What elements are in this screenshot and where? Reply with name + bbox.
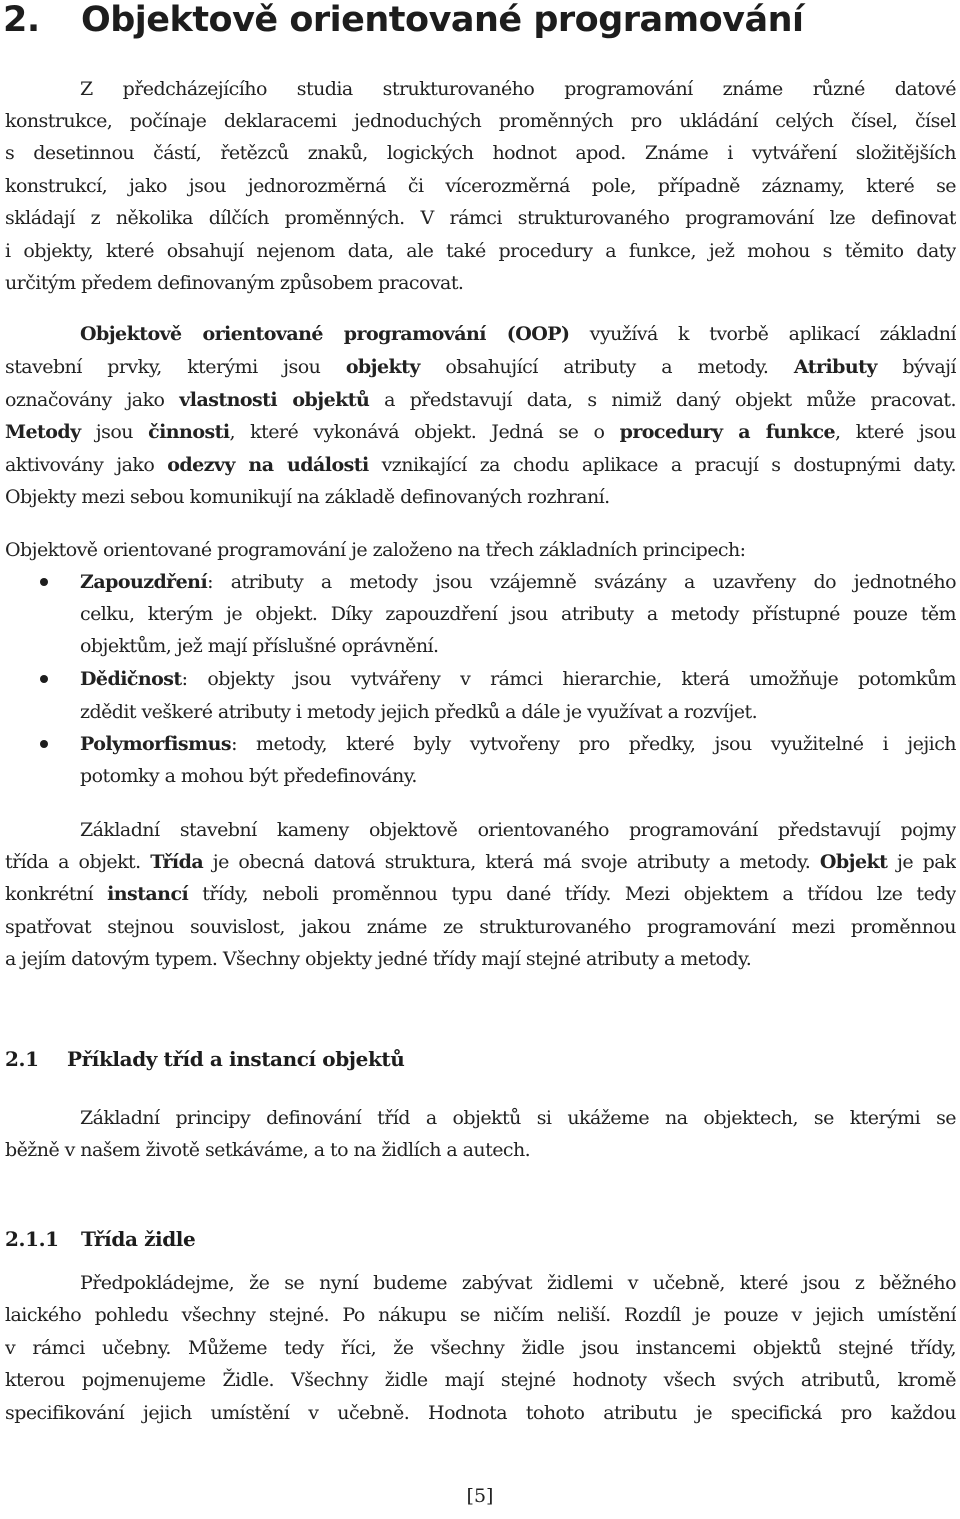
- text-span: aktivovány jako: [5, 454, 168, 476]
- term-atributy: Atributy: [793, 356, 877, 378]
- text-span: označovány jako: [5, 389, 180, 411]
- page-number: [5]: [466, 1485, 494, 1507]
- text-line: potomky a mohou být předefinovány.: [80, 765, 417, 787]
- text-line: konstrukce, počínaje deklaracemi jednoduchých proměnných pro ukládání celých čísel, čísel: [5, 110, 956, 132]
- text-line: i objekty, které obsahují nejenom data, ale také procedury a funkce, jež mohou s těmito daty: [5, 240, 956, 262]
- term-vlastnosti: vlastnosti objektů: [179, 389, 370, 411]
- text-span: třída a objekt.: [5, 851, 151, 873]
- text-line: skládají z několika dílčích proměnných. V rámci strukturovaného programování lze definovat: [5, 207, 956, 229]
- bullet-marker: [40, 675, 48, 683]
- text-span: využívá k tvorbě aplikací základní: [569, 323, 956, 345]
- text-line: Základní stavební kameny objektově orientovaného programování představují pojmy: [80, 819, 956, 841]
- text-line: celku, kterým je objekt. Díky zapouzdření jsou atributy a metody přístupné pouze těm: [80, 603, 956, 625]
- term-odezvy: odezvy na události: [167, 454, 369, 476]
- term-cinnosti: činnosti: [148, 421, 230, 443]
- bullet-marker: [40, 740, 48, 748]
- text-line: Předpokládejme, že se nyní budeme zabývat židlemi v učebně, které jsou z běžného: [80, 1272, 956, 1294]
- bullet-marker: [40, 578, 48, 586]
- text-line: Objekty mezi sebou komunikují na základě definovaných rozhraní.: [5, 486, 610, 508]
- text-line: [5, 419, 956, 445]
- term-metody: Metody: [5, 421, 81, 443]
- text-span: : objekty jsou vytvářeny v rámci hierarchie, která umožňuje potomkům: [181, 668, 956, 690]
- chapter-title: Objektově orientované programování: [81, 0, 804, 40]
- text-line: s desetinnou částí, řetězců znaků, logických hodnot apod. Známe i vytváření složitějších: [5, 142, 956, 164]
- term-objekt: Objekt: [819, 851, 888, 873]
- text-line: zdědit veškeré atributy i metody jejich předků a dále je využívat a rozvíjet.: [80, 701, 758, 723]
- text-line: Objektově orientované programování je založeno na třech základních principech:: [5, 539, 746, 561]
- text-line: [5, 387, 956, 413]
- text-line: spatřovat stejnou souvislost, jakou známe ze strukturovaného programování mezi proměnnou: [5, 916, 956, 938]
- section-heading: [5, 1045, 404, 1073]
- text-span: je obecná datová struktura, která má svoje atributy a metody.: [203, 851, 820, 873]
- text-span: obsahující atributy a metody.: [419, 356, 794, 378]
- text-line: [80, 569, 956, 595]
- text-line: konstrukcí, jako jsou jednorozměrná či vícerozměrná pole, případně záznamy, které se: [5, 175, 956, 197]
- text-span: konkrétní: [5, 883, 108, 905]
- term-zapouzdreni: Zapouzdření: [80, 571, 208, 593]
- text-line: [5, 849, 956, 875]
- text-line: [80, 321, 956, 347]
- term-polymorfismus: Polymorfismus: [80, 733, 232, 755]
- text-line: v rámci učebny. Můžeme tedy říci, že všechny židle jsou instancemi objektů stejné třídy,: [5, 1337, 956, 1359]
- text-span: , které jsou: [835, 421, 956, 443]
- term-trida: Třída: [150, 851, 204, 873]
- text-span: bývají: [876, 356, 956, 378]
- subsection-title: Třída židle: [81, 1227, 196, 1251]
- term-procedury: procedury a funkce: [619, 421, 836, 443]
- text-line: Z předcházejícího studia strukturovaného programování známe různé datové: [80, 78, 956, 100]
- text-span: : atributy a metody jsou vzájemně svázány a uzavřeny do jednotného: [207, 571, 956, 593]
- term-instanci: instancí: [107, 883, 189, 905]
- text-span: třídy, neboli proměnnou typu dané třídy. Mezi objektem a třídou lze tedy: [188, 883, 956, 905]
- term-dedicnost: Dědičnost: [80, 668, 182, 690]
- text-span: : metody, které byly vytvořeny pro předky, jsou využitelné i jejich: [231, 733, 956, 755]
- text-span: vznikající za chodu aplikace a pracují s dostupnými daty.: [368, 454, 956, 476]
- text-span: , které vykonává objekt. Jedná se o: [229, 421, 620, 443]
- term-oop: Objektově orientované programování (OOP): [80, 323, 570, 345]
- text-line: laického pohledu všechny stejné. Po nákupu se ničím neliší. Rozdíl je pouze v jejich umístění: [5, 1304, 956, 1326]
- section-number: 2.1: [5, 1047, 39, 1071]
- text-span: jsou: [80, 421, 149, 443]
- term-objekty: objekty: [345, 356, 420, 378]
- text-line: a jejím datovým typem. Všechny objekty jedné třídy mají stejné atributy a metody.: [5, 948, 752, 970]
- section-title: Příklady tříd a instancí objektů: [67, 1047, 405, 1071]
- text-span: a představují data, s nimiž daný objekt může pracovat.: [369, 389, 956, 411]
- text-line: specifikování jejich umístění v učebně. Hodnota tohoto atributu je specifická pro každou: [5, 1402, 956, 1424]
- text-line: [80, 731, 956, 757]
- subsection-heading: [5, 1225, 195, 1253]
- text-line: [5, 452, 956, 478]
- text-line: běžně v našem životě setkáváme, a to na židlích a autech.: [5, 1139, 531, 1161]
- text-span: je pak: [887, 851, 956, 873]
- text-line: objektům, jež mají příslušné oprávnění.: [80, 635, 439, 657]
- text-span: stavební prvky, kterými jsou: [5, 356, 346, 378]
- text-line: Základní principy definování tříd a objektů si ukážeme na objektech, se kterými se: [80, 1107, 956, 1129]
- text-line: [80, 666, 956, 692]
- text-line: [5, 881, 956, 907]
- subsection-number: 2.1.1: [5, 1227, 59, 1251]
- text-line: [5, 354, 956, 380]
- text-line: určitým předem definovaným způsobem pracovat.: [5, 272, 464, 294]
- chapter-heading: [3, 0, 804, 40]
- chapter-number: 2.: [3, 0, 40, 40]
- text-line: kterou pojmenujeme Židle. Všechny židle mají stejné hodnoty všech svých atributů, kromě: [5, 1369, 956, 1391]
